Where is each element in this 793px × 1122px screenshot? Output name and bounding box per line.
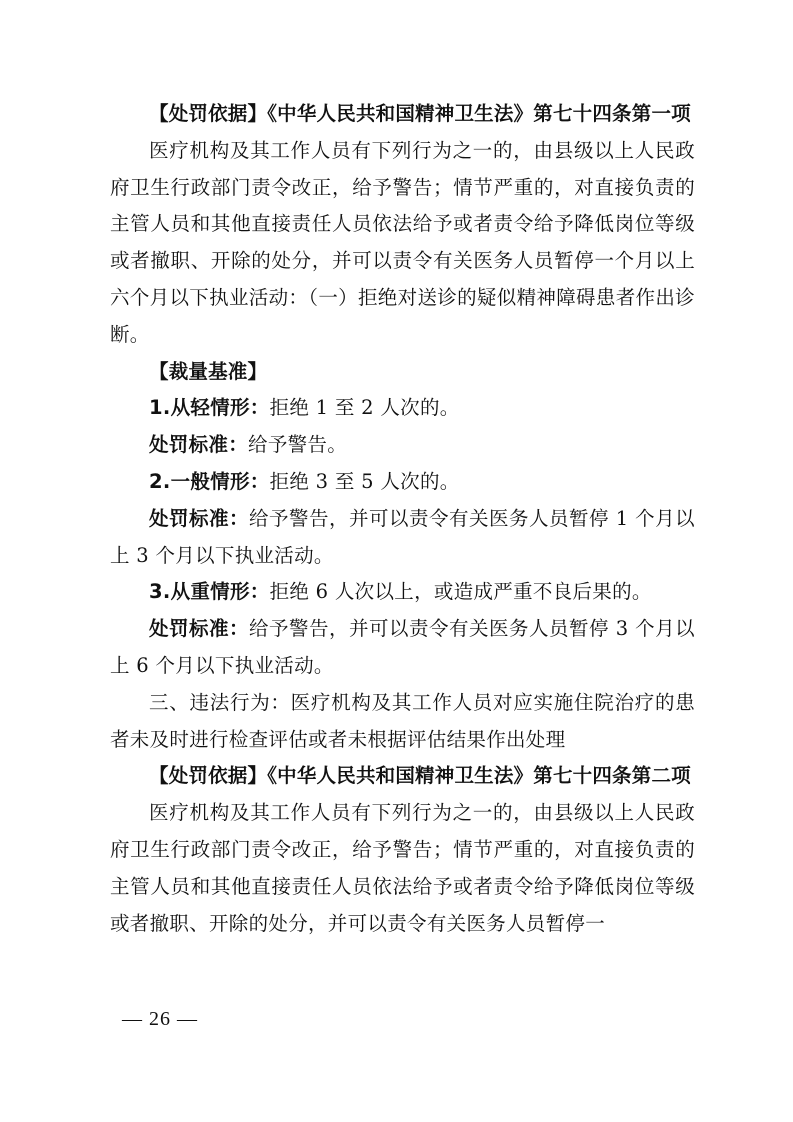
- general-standard-text: 给予警告，并可以责令有关医务人员暂停 1 个月以上 3 个月以下执业活动。: [110, 506, 695, 567]
- severe-case: [110, 574, 695, 611]
- general-case-label: 2.一般情形：: [149, 469, 270, 493]
- general-case-text: 拒绝 3 至 5 人次的。: [269, 469, 460, 493]
- page-number: — 26 —: [122, 1008, 198, 1030]
- law-article-text-2: [110, 795, 695, 942]
- penalty-basis-text: 《中华人民共和国精神卫生法》第七十四条第二项: [267, 764, 691, 788]
- severe-case-text: 拒绝 6 人次以上，或造成严重不良后果的。: [269, 580, 652, 604]
- severe-case-label: 3.从重情形：: [149, 580, 270, 604]
- law-article-text-1: [110, 133, 695, 354]
- severe-standard-text: 给予警告，并可以责令有关医务人员暂停 3 个月以上 6 个月以下执业活动。: [110, 617, 695, 677]
- mild-case-label: 1.从轻情形：: [149, 396, 270, 420]
- violation-item-text: 三、违法行为：医疗机构及其工作人员对应实施住院治疗的患者未及时进行检查评估或者未根据评估结果作出处理: [110, 690, 695, 751]
- severe-case-standard: [110, 611, 695, 685]
- violation-item-3: [110, 685, 695, 759]
- penalty-basis-label: 【处罚依据】: [149, 764, 268, 788]
- discretion-standard-label: 【裁量基准】: [149, 359, 268, 383]
- general-case: [110, 464, 695, 501]
- law-article-content: 医疗机构及其工作人员有下列行为之一的，由县级以上人民政府卫生行政部门责令改正，给予警告；情节严重的，对直接负责的主管人员和其他直接责任人员依法给予或者责令给予降低岗位等级或者撤职、开除的处分，并可以责令有关医务人员暂停一: [110, 801, 695, 935]
- penalty-basis-label: 【处罚依据】: [149, 102, 268, 125]
- general-case-standard: [110, 501, 695, 575]
- penalty-basis-1: [110, 96, 695, 133]
- penalty-basis-2: [110, 758, 695, 795]
- mild-standard-text: 给予警告。: [248, 433, 348, 457]
- mild-case-standard: [110, 427, 695, 464]
- mild-case-text: 拒绝 1 至 2 人次的。: [269, 396, 460, 420]
- discretion-standard-heading: [110, 354, 695, 391]
- document-body: [110, 96, 695, 942]
- penalty-basis-text: 《中华人民共和国精神卫生法》第七十四条第一项: [267, 102, 691, 125]
- mild-case: [110, 390, 695, 427]
- general-standard-label: 处罚标准：: [149, 506, 250, 530]
- law-article-content: 医疗机构及其工作人员有下列行为之一的，由县级以上人民政府卫生行政部门责令改正，给予警告；情节严重的，对直接负责的主管人员和其他直接责任人员依法给予或者责令给予降低岗位等级或者撤职、开除的处分，并可以责令有关医务人员暂停一个月以上六个月以下执业活动：（一）拒绝对送诊的疑似精神障碍患者作出诊断。: [110, 138, 695, 346]
- severe-standard-label: 处罚标准：: [149, 617, 250, 641]
- mild-standard-label: 处罚标准：: [149, 433, 249, 457]
